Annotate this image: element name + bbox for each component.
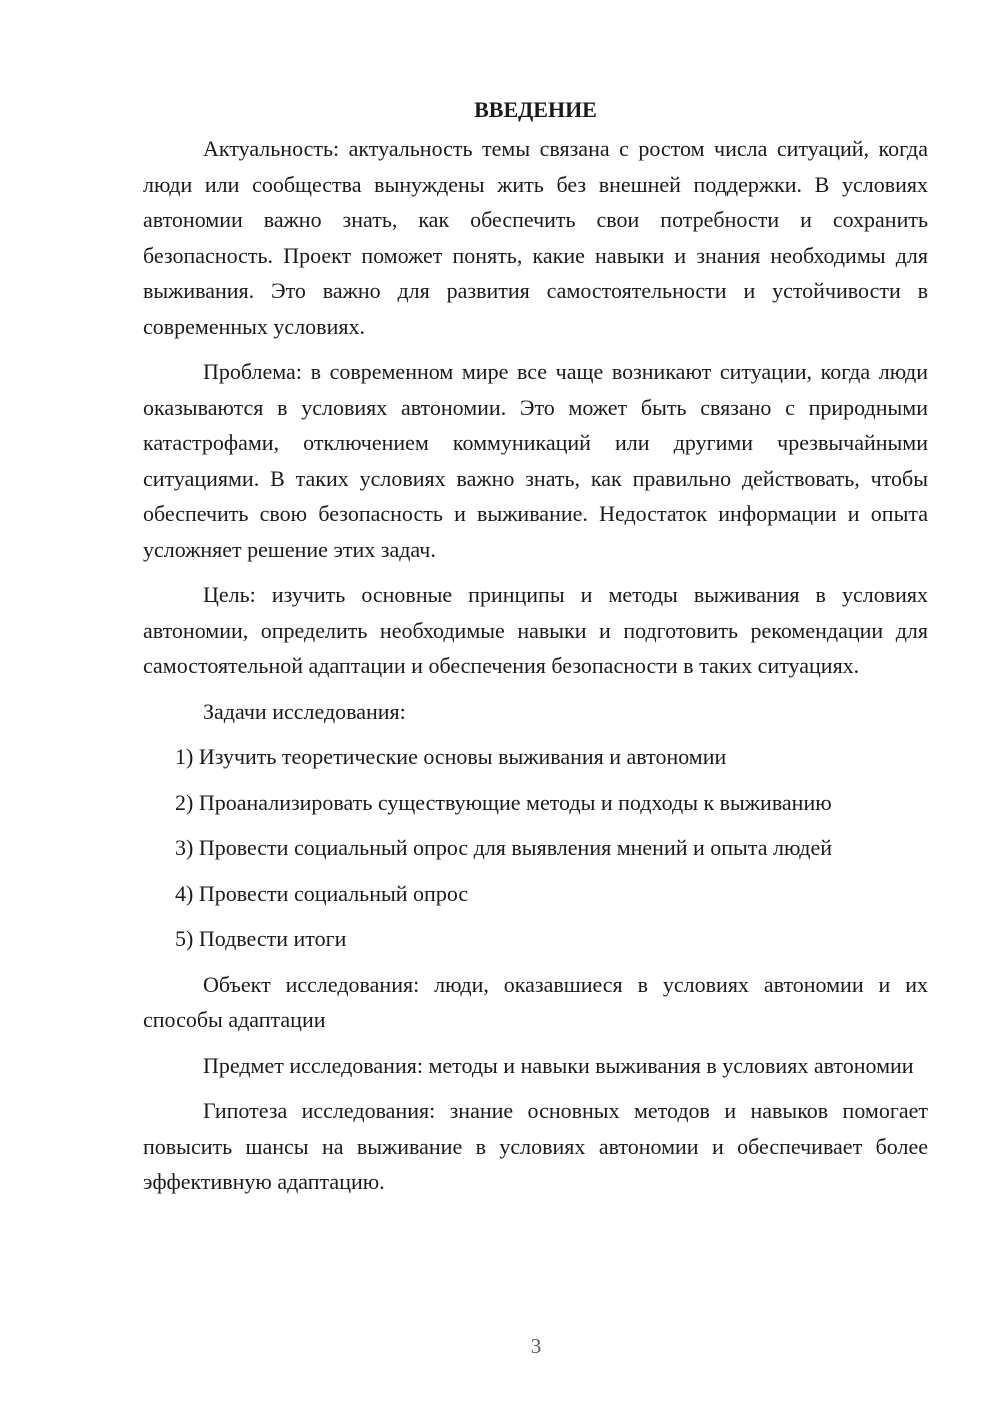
problem-paragraph: Проблема: в современном мире все чаще возникают ситуации, когда люди оказываются в условиях автономии. Это может быть связано с природными катастрофами, отключением коммуникаций или другими чрезвычайными ситуациями. В таких условиях важно знать, как правильно действовать, чтобы обеспечить свою безопасность и выживание. Недостаток информации и опыта усложняет решение этих задач. [143, 359, 928, 562]
task-item: 2) Проанализировать существующие методы и подходы к выживанию [175, 789, 832, 815]
section-title: ВВЕДЕНИЕ [474, 97, 597, 122]
object-paragraph: Объект исследования: люди, оказавшиеся в условиях автономии и их способы адаптации [143, 971, 928, 1032]
relevance-paragraph: Актуальность: актуальность темы связана с ростом числа ситуаций, когда люди или сообщества вынуждены жить без внешней поддержки. В условиях автономии важно знать, как обеспечить свои потребности и сохранить безопасность. Проект поможет понять, какие навыки и знания необходимы для выживания. Это важно для развития самостоятельности и устойчивости в современных условиях. [143, 136, 928, 339]
goal-paragraph: Цель: изучить основные принципы и методы выживания в условиях автономии, определить необходимые навыки и подготовить рекомендации для самостоятельной адаптации и обеспечения безопасности в таких ситуациях. [143, 582, 928, 678]
hypothesis-paragraph: Гипотеза исследования: знание основных методов и навыков помогает повысить шансы на выживание в условиях автономии и обеспечивает более эффективную адаптацию. [143, 1098, 928, 1194]
tasks-list [143, 739, 928, 957]
task-item: 1) Изучить теоретические основы выживания и автономии [175, 744, 727, 769]
task-item: 4) Провести социальный опрос [175, 880, 469, 906]
task-item: 5) Подвести итоги [175, 926, 347, 951]
subject-paragraph: Предмет исследования: методы и навыки выживания в условиях автономии [203, 1052, 914, 1078]
task-item: 3) Провести социальный опрос для выявления мнений и опыта людей [175, 835, 833, 860]
tasks-heading: Задачи исследования: [203, 698, 406, 724]
page-number: 3 [530, 1334, 542, 1358]
document-page [143, 92, 928, 1210]
